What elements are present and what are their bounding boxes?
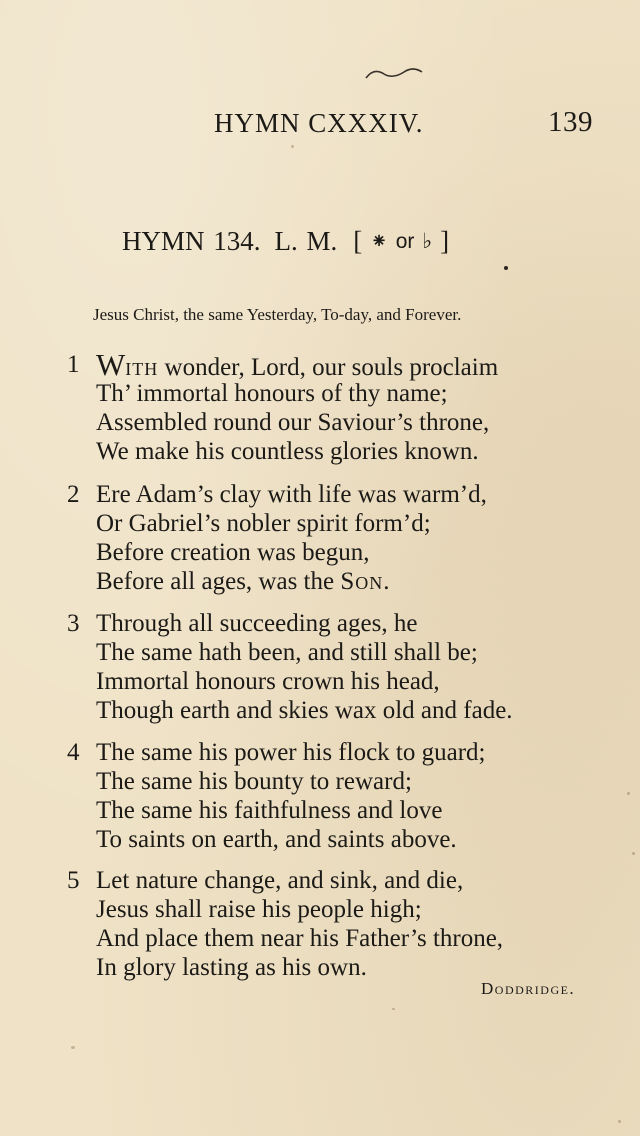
stanza-line: The same his bounty to reward;	[96, 768, 412, 795]
small-caps-text: ith	[125, 354, 159, 381]
stanza-line: The same his faithfulness and love	[96, 797, 443, 824]
line-text: wonder, Lord, our souls proclaim	[158, 354, 499, 381]
stanza-5	[0, 866, 640, 996]
paper-speck	[627, 792, 630, 795]
stanza-number: 3	[67, 610, 80, 637]
paper-speck	[632, 852, 635, 855]
stanza-line: Assembled round our Saviour’s throne,	[96, 409, 490, 436]
dot-mark	[504, 266, 508, 270]
page-number: 139	[548, 106, 593, 138]
line-text: Before all ages, was the	[96, 568, 341, 595]
paper-speck	[618, 1120, 621, 1123]
hymn-number: HYMN 134.	[122, 226, 261, 256]
stanza-line: Let nature change, and sink, and die,	[96, 867, 464, 894]
drop-cap: W	[96, 347, 126, 382]
ornament-mark	[364, 66, 424, 80]
stanza-line: Through all succeeding ages, he	[96, 610, 418, 637]
stanza-line: We make his countless glories known.	[96, 438, 479, 465]
paper-speck	[291, 145, 294, 148]
stanza-line: Though earth and skies wax old and fade.	[96, 697, 513, 724]
stanza-line: The same hath been, and still shall be;	[96, 639, 478, 666]
stanza-line: To saints on earth, and saints above.	[96, 826, 457, 853]
stanza-number: 5	[67, 867, 80, 894]
stanza-number: 2	[67, 481, 80, 508]
stanza-line: And place them near his Father’s throne,	[96, 925, 504, 952]
stanza-line: In glory lasting as his own.	[96, 954, 367, 981]
stanza-line: The same his power his flock to guard;	[96, 739, 486, 766]
hymn-meter: L. M.	[274, 226, 338, 256]
stanza-number: 4	[67, 739, 80, 766]
stanza-line: Before creation was begun,	[96, 539, 370, 566]
stanza-line: Immortal honours crown his head,	[96, 668, 440, 695]
stanza-line: Jesus shall raise his people high;	[96, 896, 422, 923]
stanza-number: 1	[67, 351, 80, 378]
tune-open-bracket: [	[353, 226, 363, 256]
small-caps-text: Son	[340, 568, 384, 595]
stanza-1	[0, 347, 640, 480]
hymn-subtitle: Jesus Christ, the same Yesterday, To-day, and Forever.	[93, 305, 462, 324]
hymn-title	[122, 226, 449, 257]
tune-mark: ⁕ or ♭	[370, 230, 433, 253]
stanza-line	[96, 567, 390, 596]
stanza-3	[0, 609, 640, 739]
stanza-line: Ere Adam’s clay with life was warm’d,	[96, 481, 487, 508]
running-head: HYMN CXXXIV.	[214, 108, 424, 138]
stanza-2	[0, 480, 640, 610]
author-attribution: Doddridge.	[481, 979, 576, 998]
line-text: .	[383, 568, 390, 595]
stanza-line: Th’ immortal honours of thy name;	[96, 380, 448, 407]
tune-bracket	[353, 226, 449, 256]
paper-speck	[392, 1008, 395, 1010]
stanza-4	[0, 738, 640, 868]
stanza-line: Or Gabriel’s nobler spirit form’d;	[96, 510, 431, 537]
stanza-line	[96, 347, 499, 382]
tune-close-bracket: ]	[440, 226, 450, 256]
paper-speck	[71, 1046, 75, 1049]
